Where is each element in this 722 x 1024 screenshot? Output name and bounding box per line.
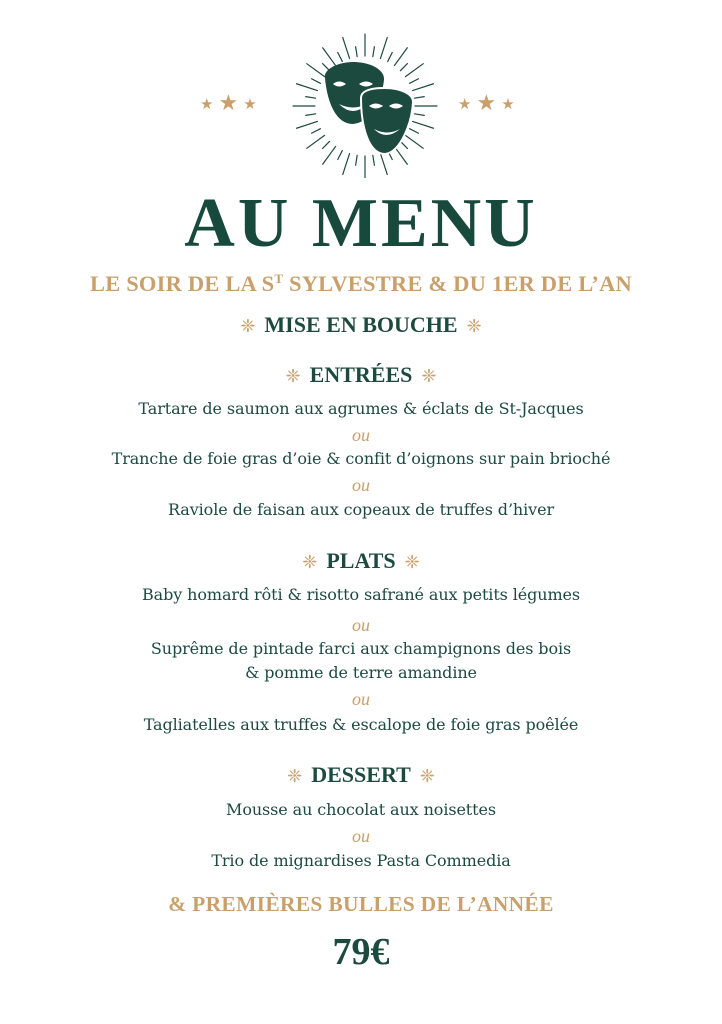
section-heading-plats	[0, 547, 722, 576]
section-heading-dessert	[0, 761, 722, 790]
menu-item: Baby homard rôti & risotto safrané aux petits légumes	[141, 585, 581, 604]
or-separator: ou	[352, 425, 370, 445]
section-heading-mise-en-bouche	[0, 311, 722, 340]
snowflake-icon: ❈	[287, 766, 303, 786]
subtitle-superscript: T	[274, 271, 284, 286]
star-icon: ★	[200, 94, 214, 113]
bubbles-line: & PREMIÈRES BULLES DE L’ANNÉE	[168, 892, 554, 916]
or-separator: ou	[352, 475, 370, 495]
section-label: PLATS	[326, 548, 396, 573]
menu-item: Tartare de saumon aux agrumes & éclats de St-Jacques	[138, 399, 584, 418]
menu-title: AU MENU	[184, 185, 538, 262]
menu-item: Suprême de pintade farci aux champignons des bois	[150, 639, 572, 658]
subtitle-text: LE SOIR DE LA S	[89, 271, 275, 296]
menu-item: Tranche de foie gras d’oie & confit d’oignons sur pain brioché	[111, 449, 611, 468]
star-icon: ★	[243, 94, 257, 113]
theatre-masks-icon	[281, 28, 441, 178]
or-separator: ou	[352, 615, 370, 635]
section-label: ENTRÉES	[309, 362, 413, 387]
menu-item-continuation: & pomme de terre amandine	[245, 663, 477, 682]
snowflake-icon: ❈	[419, 766, 435, 786]
menu-price: 79€	[332, 931, 390, 973]
section-label: MISE EN BOUCHE	[264, 312, 458, 337]
section-heading-entrees	[0, 361, 722, 390]
section-label: DESSERT	[311, 762, 411, 787]
star-icon: ★	[218, 91, 239, 116]
star-icon: ★	[476, 91, 497, 116]
menu-item: Trio de mignardises Pasta Commedia	[211, 851, 511, 870]
stars-right	[458, 93, 515, 115]
subtitle-text-end: SYLVESTRE & DU 1ER DE L’AN	[283, 271, 633, 296]
star-icon: ★	[458, 94, 472, 113]
menu-item: Raviole de faisan aux copeaux de truffes d’hiver	[167, 500, 555, 519]
menu-subtitle	[0, 264, 722, 299]
snowflake-icon: ❈	[466, 316, 482, 336]
star-icon: ★	[501, 94, 515, 113]
snowflake-icon: ❈	[285, 366, 301, 386]
snowflake-icon: ❈	[421, 366, 437, 386]
or-separator: ou	[352, 689, 370, 709]
stars-left	[200, 93, 257, 115]
menu-item: Mousse au chocolat aux noisettes	[226, 800, 496, 819]
snowflake-icon: ❈	[240, 316, 256, 336]
snowflake-icon: ❈	[302, 552, 318, 572]
or-separator: ou	[352, 826, 370, 846]
menu-item: Tagliatelles aux truffes & escalope de foie gras poêlée	[143, 715, 579, 734]
snowflake-icon: ❈	[404, 552, 420, 572]
